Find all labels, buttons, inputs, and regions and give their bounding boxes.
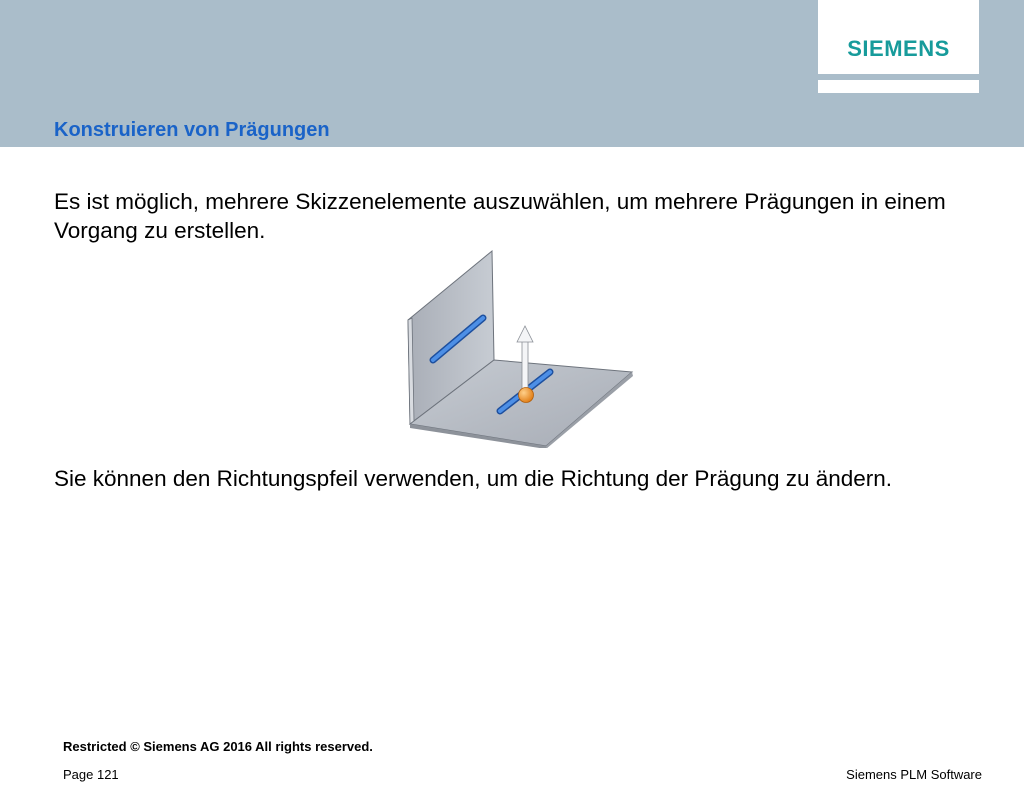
paragraph-multiple-elements: Es ist möglich, mehrere Skizzenelemente auszuwählen, um mehrere Prägungen in einem Vorgang zu erstellen. bbox=[54, 189, 946, 243]
slide-title: Konstruieren von Prägungen bbox=[54, 119, 330, 141]
paragraph-direction-arrow: Sie können den Richtungspfeil verwenden, um die Richtung der Prägung zu ändern. bbox=[54, 466, 893, 491]
footer-company-name: Siemens PLM Software bbox=[846, 767, 982, 782]
footer-page-number: Page 121 bbox=[63, 767, 119, 782]
siemens-logo: SIEMENS bbox=[847, 36, 950, 61]
sheet-metal-emboss-illustration bbox=[400, 248, 640, 448]
direction-handle-ball[interactable] bbox=[519, 388, 534, 403]
logo-box bbox=[818, 0, 979, 74]
footer-legal-notice: Restricted © Siemens AG 2016 All rights reserved. bbox=[63, 739, 373, 754]
logo-underline bbox=[818, 80, 979, 93]
